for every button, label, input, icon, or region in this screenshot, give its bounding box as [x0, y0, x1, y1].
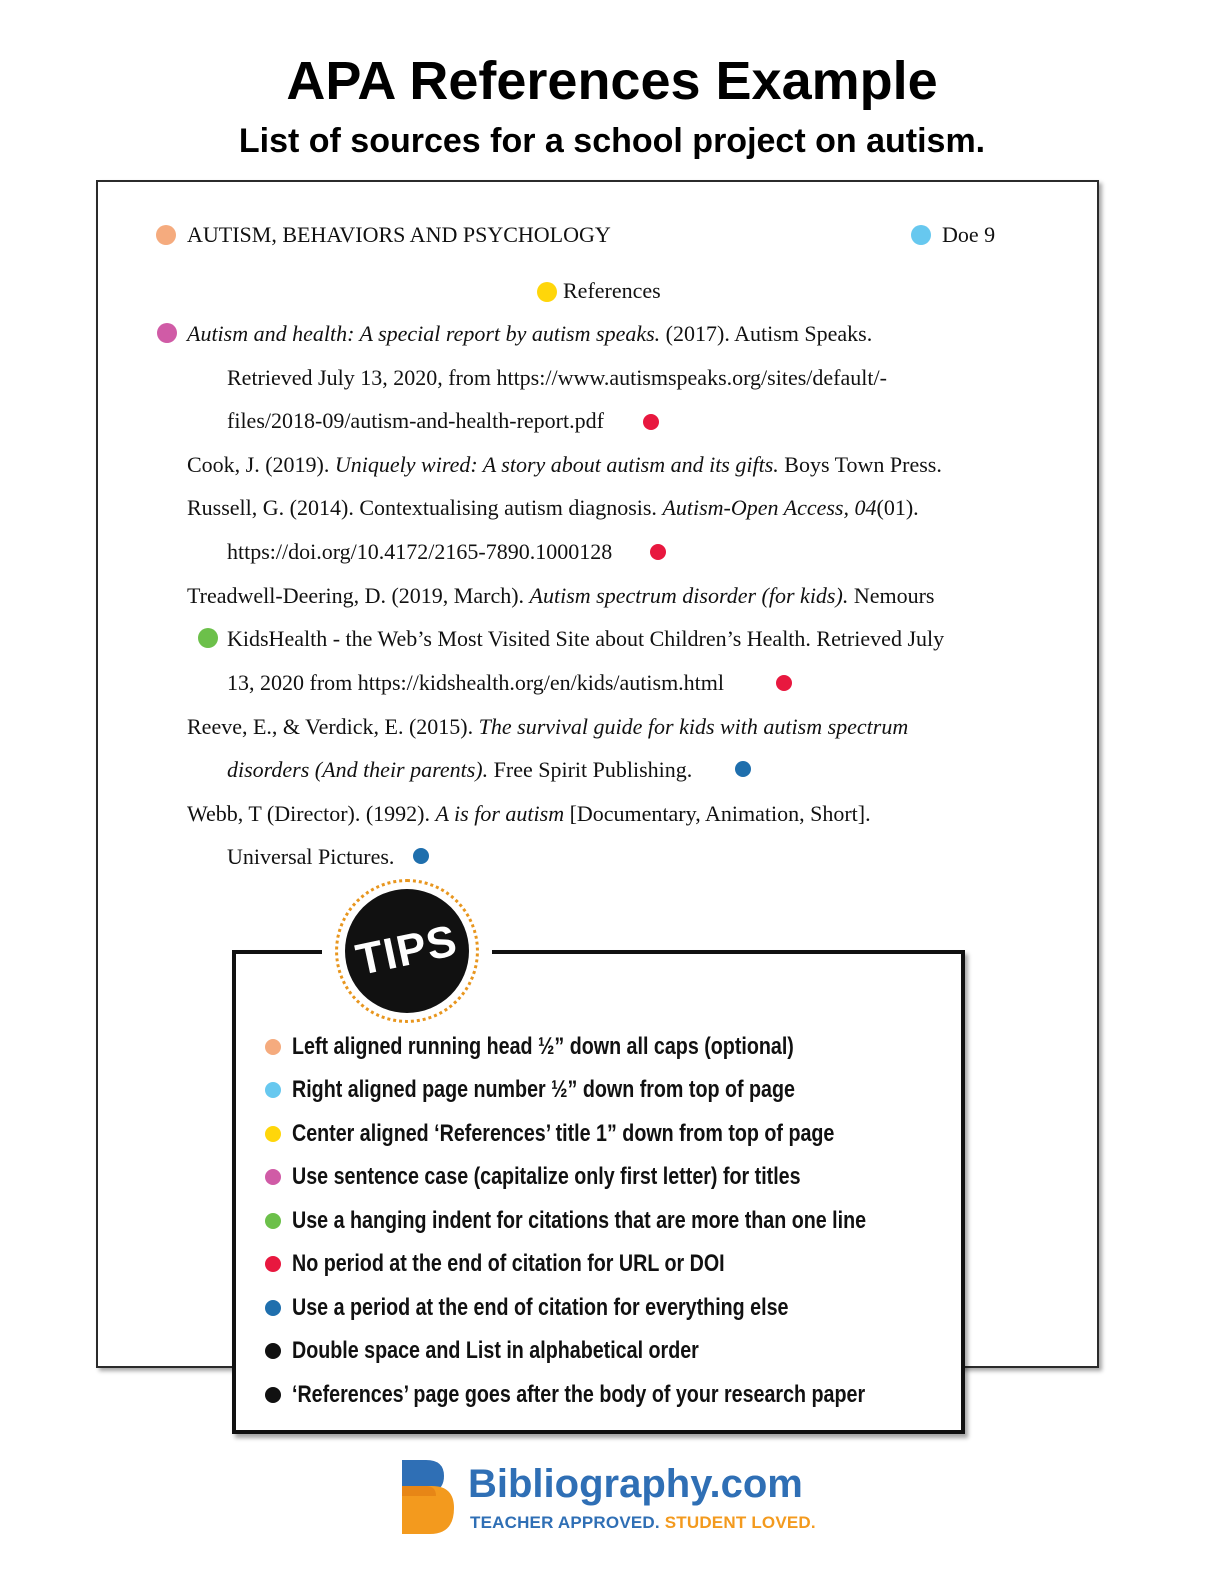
reference-6-line-1: Webb, T (Director). (1992). A is for autism [Documentary, Animation, Short]. [187, 801, 871, 826]
page-title: APA References Example [286, 51, 938, 111]
reference-3-line-2: https://doi.org/10.4172/2165-7890.1000128 [227, 539, 613, 564]
references-title-marker [537, 282, 557, 302]
no-period-marker [776, 675, 792, 691]
tip-item: Use a hanging indent for citations that are more than one line [292, 1207, 867, 1234]
tip-item: Use sentence case (capitalize only first letter) for titles [292, 1163, 801, 1190]
tip-bullet [265, 1126, 281, 1142]
tip-bullet [265, 1343, 281, 1359]
tip-bullet [265, 1082, 281, 1098]
no-period-marker [650, 544, 666, 560]
period-marker [735, 761, 751, 777]
tip-item: Use a period at the end of citation for everything else [292, 1294, 789, 1321]
reference-4-line-1: Treadwell-Deering, D. (2019, March). Autism spectrum disorder (for kids). Nemours [187, 583, 935, 608]
tip-bullet [265, 1387, 281, 1403]
tip-bullet [265, 1300, 281, 1316]
page-number: Doe 9 [942, 222, 996, 247]
tip-item: Double space and List in alphabetical order [292, 1337, 699, 1364]
reference-3-line-1: Russell, G. (2014). Contextualising autism diagnosis. Autism-Open Access, 04(01). [187, 495, 919, 520]
tip-item: No period at the end of citation for URL or DOI [292, 1250, 725, 1277]
logo-tagline: TEACHER APPROVED. STUDENT LOVED. [470, 1513, 816, 1532]
tip-bullet [265, 1169, 281, 1185]
reference-2: Cook, J. (2019). Uniquely wired: A story about autism and its gifts. Boys Town Press. [187, 452, 942, 477]
reference-5-line-2: disorders (And their parents). Free Spirit Publishing. [227, 757, 693, 782]
reference-6-line-2: Universal Pictures. [227, 844, 395, 869]
tip-item: Right aligned page number ½” down from top of page [292, 1076, 795, 1103]
tip-bullet [265, 1256, 281, 1272]
logo-name: Bibliography.com [468, 1462, 803, 1506]
running-head: AUTISM, BEHAVIORS AND PSYCHOLOGY [187, 222, 611, 247]
tip-bullet [265, 1039, 281, 1055]
tip-bullet [265, 1213, 281, 1229]
tips-badge [345, 889, 469, 1013]
reference-1-line-3: files/2018-09/autism-and-health-report.pdf [227, 408, 604, 433]
reference-4-line-2: KidsHealth - the Web’s Most Visited Site about Children’s Health. Retrieved July [227, 626, 945, 651]
page-number-marker [911, 225, 931, 245]
tip-item: Left aligned running head ½” down all caps (optional) [292, 1033, 794, 1060]
reference-4-line-3: 13, 2020 from https://kidshealth.org/en/kids/autism.html [227, 670, 725, 695]
page-subtitle: List of sources for a school project on autism. [238, 122, 986, 160]
references-title: References [563, 278, 661, 303]
reference-5-line-1: Reeve, E., & Verdick, E. (2015). The survival guide for kids with autism spectrum [187, 714, 909, 739]
hanging-indent-marker [198, 628, 218, 648]
bibliography-logo-icon [396, 1456, 460, 1538]
running-head-marker [156, 225, 176, 245]
tip-item: Center aligned ‘References’ title 1” down from top of page [292, 1120, 835, 1147]
sentence-case-marker [157, 323, 177, 343]
tips-badge-label: TIPS [352, 915, 462, 986]
tip-item: ‘References’ page goes after the body of your research paper [292, 1381, 866, 1408]
period-marker [413, 848, 429, 864]
reference-1-line-2: Retrieved July 13, 2020, from https://www.autismspeaks.org/sites/default/- [227, 365, 887, 390]
no-period-marker [643, 414, 659, 430]
reference-1-line-1: Autism and health: A special report by autism speaks. (2017). Autism Speaks. [187, 321, 873, 346]
